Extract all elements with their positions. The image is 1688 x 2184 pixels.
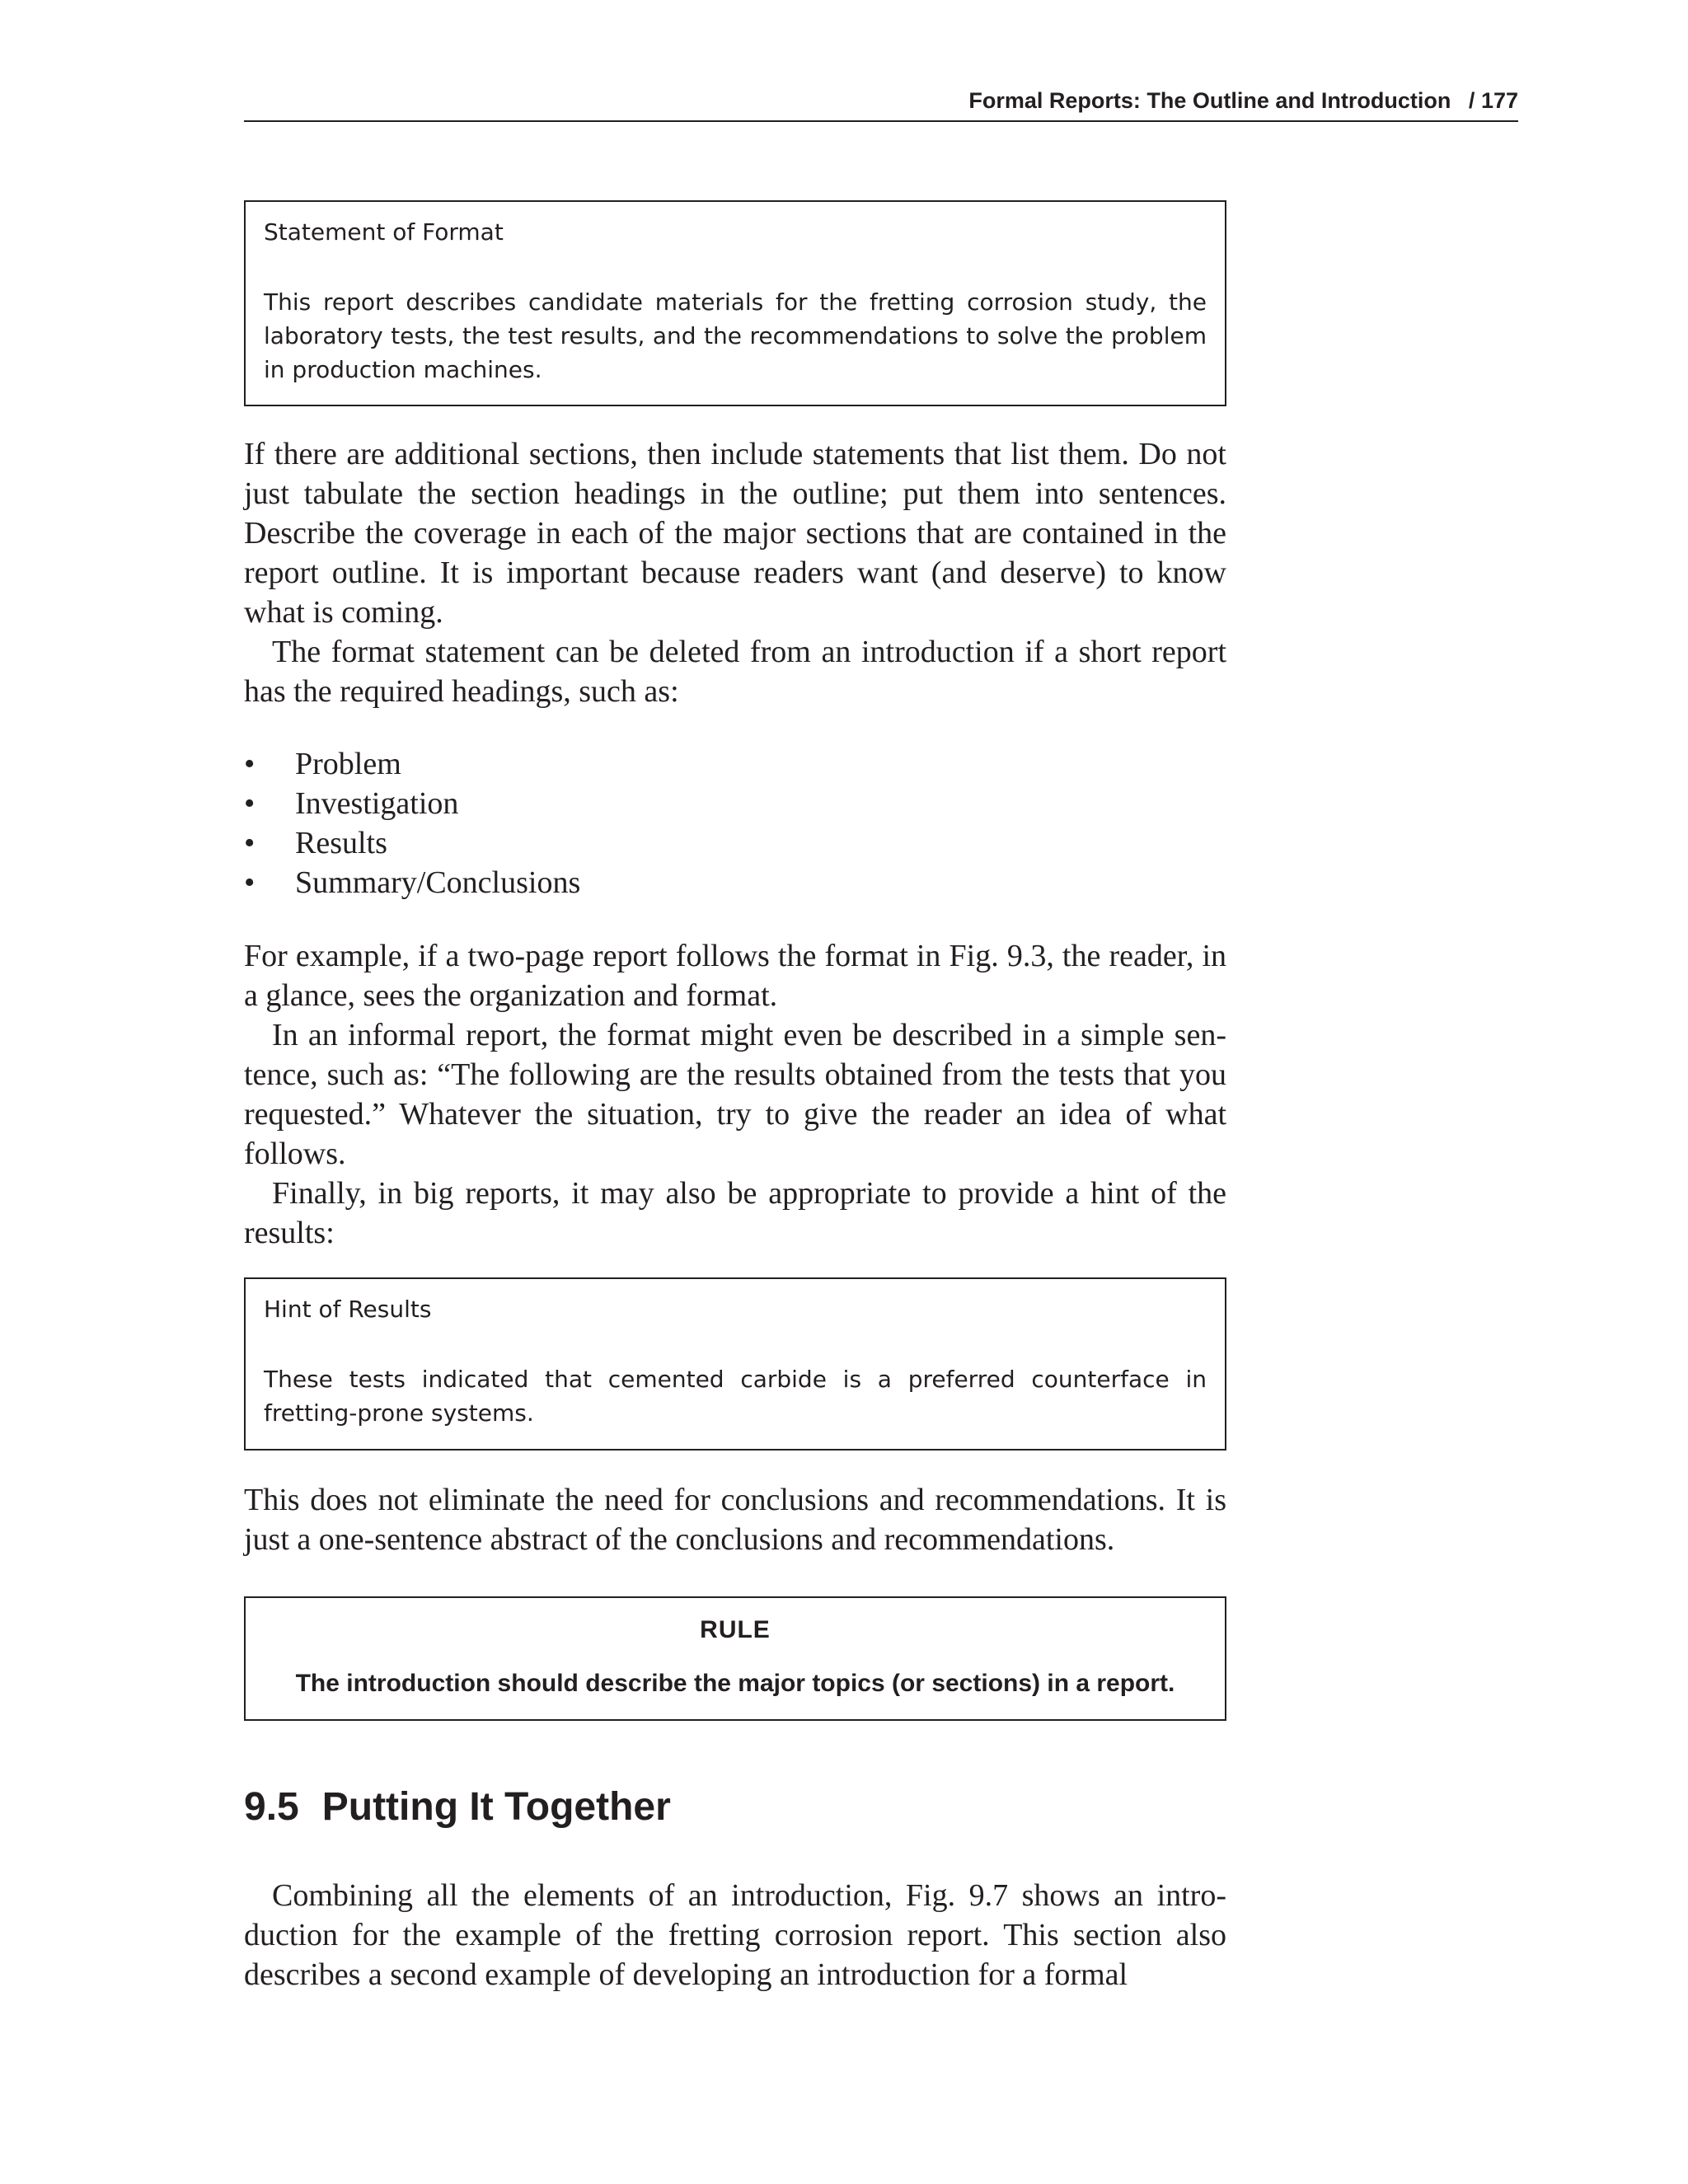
rule-label: RULE <box>700 1616 771 1643</box>
paragraph: Finally, in big reports, it may also be appropriate to provide a hint of the results: <box>244 1176 1226 1250</box>
list-item-label: Investigation <box>295 786 459 821</box>
body-text-block-4 <box>244 1876 1226 1994</box>
list-item <box>244 863 580 902</box>
running-header <box>244 82 1518 122</box>
bullet-icon: • <box>244 865 256 900</box>
format-box-title: Statement of Format <box>264 218 504 246</box>
statement-of-format-box <box>244 200 1226 406</box>
format-box-body: This report describes candidate materials for the fretting corrosion study, the laboratory tests, the test results, and the recommendations to solve the problem in production machines. <box>264 288 1207 383</box>
hint-of-results-box <box>244 1277 1226 1451</box>
body-text-block-2 <box>244 936 1226 1253</box>
list-item <box>244 744 580 784</box>
paragraph: For example, if a two-page report follows the format in Fig. 9.3, the reader, in a glance, sees the organization and format. <box>244 939 1226 1013</box>
bullet-icon: • <box>244 747 256 781</box>
paragraph: The format statement can be deleted from an introduction if a short report has the required headings, such as: <box>244 635 1226 709</box>
page-number: 177 <box>1480 88 1518 113</box>
paragraph: Combining all the elements of an introduction, Fig. 9.7 shows an introduction for the example of the fretting corrosion report. This section also describes a second example of developing an introduction for a formal <box>244 1878 1226 1992</box>
section-number: 9.5 <box>244 1785 299 1829</box>
running-title: Formal Reports: The Outline and Introduction <box>968 88 1451 113</box>
hint-box-title: Hint of Results <box>264 1296 432 1323</box>
bullet-icon: • <box>244 786 256 821</box>
bullet-icon: • <box>244 826 256 860</box>
list-item-label: Results <box>295 826 387 860</box>
rule-text: The introduction should describe the major topics (or sections) in a report. <box>295 1670 1175 1697</box>
body-text-block-1 <box>244 434 1226 711</box>
list-item-label: Summary/Conclusions <box>295 865 581 900</box>
hint-box-body: These tests indicated that cemented carbide is a preferred counterface in fretting-prone systems. <box>264 1366 1207 1427</box>
section-title: Putting It Together <box>321 1785 671 1829</box>
paragraph: This does not eliminate the need for conclusions and recommendations. It is just a one-sentence abstract of the conclusions and recommendations. <box>244 1483 1226 1557</box>
section-heading <box>244 1783 671 1832</box>
rule-box <box>244 1596 1226 1721</box>
list-item <box>244 823 580 863</box>
list-item-label: Problem <box>295 747 401 781</box>
list-item <box>244 784 580 823</box>
paragraph: If there are additional sections, then include statements that list them. Do not just tabulate the section headings in the outline; put them into sentences. Describe the coverage in each of the major sections that are contained in the report outline. It is important because readers want (and deserve) to know what is coming. <box>244 437 1226 630</box>
header-separator: / <box>1468 88 1475 113</box>
paragraph: In an informal report, the format might even be described in a simple sentence, such as: “The following are the results obtained from the tests that you requested.” Whatever the situation, try to give the reader an idea of what follows. <box>244 1018 1226 1171</box>
body-text-block-3 <box>244 1480 1226 1559</box>
headings-bullet-list <box>244 744 580 902</box>
